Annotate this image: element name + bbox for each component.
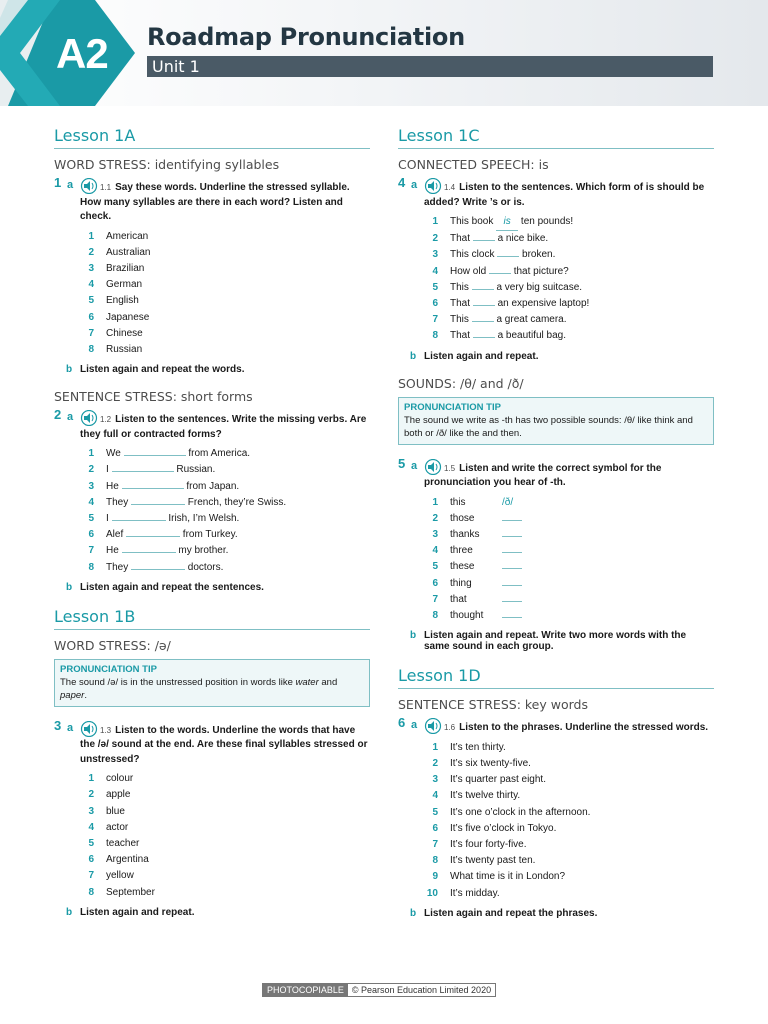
track-number: 1.4 — [444, 183, 456, 192]
answer-blank[interactable] — [473, 240, 495, 241]
list-item: 4 They French, they’re Swiss. — [88, 496, 287, 508]
list-item: 7 It’s four forty-five. — [432, 838, 527, 850]
word-list — [424, 495, 714, 625]
answer-blank[interactable] — [112, 471, 174, 472]
list-item: 6 Alef from Turkey. — [88, 529, 238, 541]
answer-blank[interactable] — [131, 569, 185, 570]
exercise-number: 4 — [398, 175, 406, 190]
answer-blank[interactable] — [473, 337, 495, 338]
track-number: 1.1 — [100, 183, 112, 192]
list-item: 4 It’s twelve thirty. — [432, 790, 521, 802]
list-item: 7 He my brother. — [88, 545, 229, 557]
list-item: 1 This book is ten pounds! — [424, 214, 714, 231]
audio-icon[interactable] — [424, 459, 442, 475]
exercise-letter: a — [67, 721, 74, 734]
list-item: 8 It’s twenty past ten. — [432, 855, 536, 867]
list-item: 8 They doctors. — [88, 561, 224, 573]
list-item: 1 We from America. — [88, 448, 251, 460]
audio-icon[interactable] — [80, 721, 98, 737]
left-column — [54, 126, 370, 932]
list-item: 10 It’s midday. — [426, 887, 500, 899]
list-item: 3 thanks — [424, 527, 714, 543]
answer-blank[interactable] — [126, 536, 180, 537]
list-item: 1 It’s ten thirty. — [432, 741, 506, 753]
pronunciation-tip — [398, 397, 714, 445]
level-label: A2 — [56, 30, 108, 77]
instruction: Listen to the words. Underline the words that have the /ə/ sound at the end. Are these final syllables stressed or unstressed? — [80, 724, 368, 765]
list-item: 5 English — [88, 295, 139, 307]
lesson-1a-title: Lesson 1A — [54, 126, 370, 149]
exercise-3 — [54, 717, 370, 901]
answer-blank[interactable] — [473, 305, 495, 306]
instruction: Say these words. Underline the stressed syllable. How many syllables are there in each word? Listen and check. — [80, 182, 350, 222]
exercise-letter: a — [67, 411, 74, 424]
list-item: 2 That a nice bike. — [432, 233, 549, 245]
tip-title: PRONUNCIATION TIP — [404, 401, 501, 413]
footer — [262, 983, 496, 997]
list-item: 7 yellow — [88, 870, 134, 882]
list-item: 6 It’s five o’clock in Tokyo. — [432, 822, 557, 834]
list-item: 6 That an expensive laptop! — [432, 298, 590, 310]
section-word-stress-schwa: WORD STRESS: /ə/ — [54, 637, 171, 653]
list-item: 2 Australian — [88, 246, 151, 258]
tip-title: PRONUNCIATION TIP — [60, 663, 157, 675]
answer-blank[interactable] — [502, 585, 522, 586]
exercise-number: 5 — [398, 455, 406, 471]
exercise-4b: b Listen again and repeat. — [410, 350, 539, 362]
exercise-1b: b Listen again and repeat the words. — [66, 364, 245, 376]
audio-icon[interactable] — [424, 178, 442, 194]
list-item: 3 He from Japan. — [88, 480, 240, 492]
answer-blank[interactable] — [497, 256, 519, 257]
exercise-2b: b Listen again and repeat the sentences. — [66, 581, 264, 593]
instruction: Listen to the sentences. Write the missing verbs. Are they full or contracted forms? — [80, 414, 367, 440]
exercise-3b: b Listen again and repeat. — [66, 906, 195, 918]
instruction: Listen to the phrases. Underline the stressed words. — [459, 722, 709, 734]
list-item: 3 It’s quarter past eight. — [432, 774, 546, 786]
exercise-letter: a — [411, 459, 418, 472]
answer-blank[interactable] — [502, 617, 522, 618]
list-item: 9 What time is it in London? — [432, 871, 566, 883]
list-item: 4 How old that picture? — [432, 265, 569, 277]
exercise-number: 2 — [54, 407, 62, 423]
answer-blank[interactable] — [472, 289, 494, 290]
list-item: 6 Japanese — [88, 311, 150, 323]
list-item: 4 three — [424, 543, 714, 559]
list-item: 5 these — [424, 559, 714, 575]
answer-blank[interactable] — [502, 552, 522, 553]
tip-text: The sound we write as -th has two possible sounds: /θ/ like think and both or /ð/ like the and then. — [404, 414, 693, 439]
sentence-list — [80, 446, 370, 576]
exercise-2 — [54, 407, 370, 576]
unit-bar: Unit 1 — [147, 56, 713, 77]
answer-blank[interactable] — [502, 601, 522, 602]
exercise-6b: b Listen again and repeat the phrases. — [410, 907, 598, 919]
sentence-list — [424, 214, 714, 345]
answer-blank[interactable] — [489, 273, 511, 274]
list-item: 6 Argentina — [88, 854, 149, 866]
list-item: 7 that — [424, 592, 714, 608]
list-item: 5 I Irish, I’m Welsh. — [88, 512, 240, 524]
section-sentence-stress-key-words: SENTENCE STRESS: key words — [398, 697, 588, 713]
lesson-1c-title: Lesson 1C — [398, 126, 714, 149]
answer-symbol[interactable]: /ð/ — [502, 496, 514, 508]
list-item: 2 those — [424, 511, 714, 527]
exercise-4 — [398, 175, 714, 345]
instruction: Listen and write the correct symbol for the pronunciation you hear of -th. — [424, 462, 662, 489]
list-item: 4 German — [88, 279, 143, 291]
list-item: 3 Brazilian — [88, 262, 145, 274]
track-number: 1.3 — [100, 725, 112, 735]
list-item: 7 Chinese — [88, 327, 143, 339]
right-column — [398, 126, 714, 933]
exercise-1 — [54, 175, 370, 358]
track-number: 1.6 — [444, 723, 456, 733]
list-item: 1 this /ð/ — [432, 496, 514, 508]
list-item: 1 colour — [88, 773, 134, 785]
list-item: 8 That a beautiful bag. — [432, 330, 566, 342]
exercise-letter: a — [411, 719, 418, 732]
answer-blank[interactable] — [122, 552, 176, 553]
section-word-stress-syllables: WORD STRESS: identifying syllables — [54, 157, 280, 172]
word-list — [80, 771, 370, 901]
photocopiable-label: PHOTOCOPIABLE — [263, 984, 348, 996]
exercise-5 — [398, 455, 714, 625]
audio-icon[interactable] — [80, 178, 98, 194]
list-item: 8 September — [88, 886, 155, 898]
track-number: 1.2 — [100, 415, 112, 425]
list-item: 5 This a very big suitcase. — [432, 281, 583, 293]
instruction: Listen to the sentences. Which form of is should be added? Write ’s or is. — [424, 182, 705, 208]
exercise-letter: a — [67, 179, 74, 191]
answer-blank[interactable] — [502, 520, 522, 521]
section-connected-speech: CONNECTED SPEECH: is — [398, 157, 549, 172]
section-sentence-stress-short-forms: SENTENCE STRESS: short forms — [54, 389, 253, 405]
answer-blank[interactable] — [502, 536, 522, 537]
answer-blank[interactable] — [122, 488, 184, 489]
list-item: 5 It’s one o’clock in the afternoon. — [432, 806, 591, 818]
lesson-1d-title: Lesson 1D — [398, 666, 714, 689]
answer-blank[interactable]: is — [496, 214, 518, 231]
answer-blank[interactable] — [124, 455, 186, 456]
list-item: 3 blue — [88, 805, 125, 817]
copyright-label: © Pearson Education Limited 2020 — [351, 985, 492, 995]
word-list — [80, 229, 370, 359]
exercise-5b: b Listen again and repeat. Write two more words with the same sound in each group. — [410, 630, 687, 653]
list-item: 1 American — [88, 230, 149, 242]
exercise-number: 1 — [54, 175, 62, 190]
list-item: 6 thing — [424, 576, 714, 592]
audio-icon[interactable] — [424, 718, 442, 734]
exercise-number: 3 — [54, 717, 62, 733]
phrase-list — [424, 740, 714, 902]
answer-blank[interactable] — [472, 321, 494, 322]
list-item: 3 This clock broken. — [432, 249, 556, 261]
answer-blank[interactable] — [502, 568, 522, 569]
section-sounds-th: SOUNDS: /θ/ and /ð/ — [398, 375, 524, 391]
list-item: 2 It’s six twenty-five. — [432, 757, 531, 769]
list-item: 4 actor — [88, 821, 129, 833]
exercise-6 — [398, 715, 714, 902]
list-item: 8 thought — [424, 608, 714, 624]
list-item: 2 apple — [88, 789, 131, 801]
answer-blank[interactable] — [131, 504, 185, 505]
list-item: 7 This a great camera. — [432, 314, 567, 326]
audio-icon[interactable] — [80, 410, 98, 426]
list-item: 8 Russian — [88, 343, 143, 355]
exercise-letter: a — [411, 179, 418, 191]
exercise-number: 6 — [398, 715, 406, 731]
lesson-1b-title: Lesson 1B — [54, 607, 370, 630]
list-item: 5 teacher — [88, 838, 140, 850]
track-number: 1.5 — [444, 463, 456, 473]
page-title: Roadmap Pronunciation — [147, 23, 465, 51]
list-item: 2 I Russian. — [88, 464, 216, 476]
answer-blank[interactable] — [112, 520, 166, 521]
pronunciation-tip: PRONUNCIATION TIP The sound /ə/ is in the unstressed position in words like water and paper. — [54, 659, 370, 707]
